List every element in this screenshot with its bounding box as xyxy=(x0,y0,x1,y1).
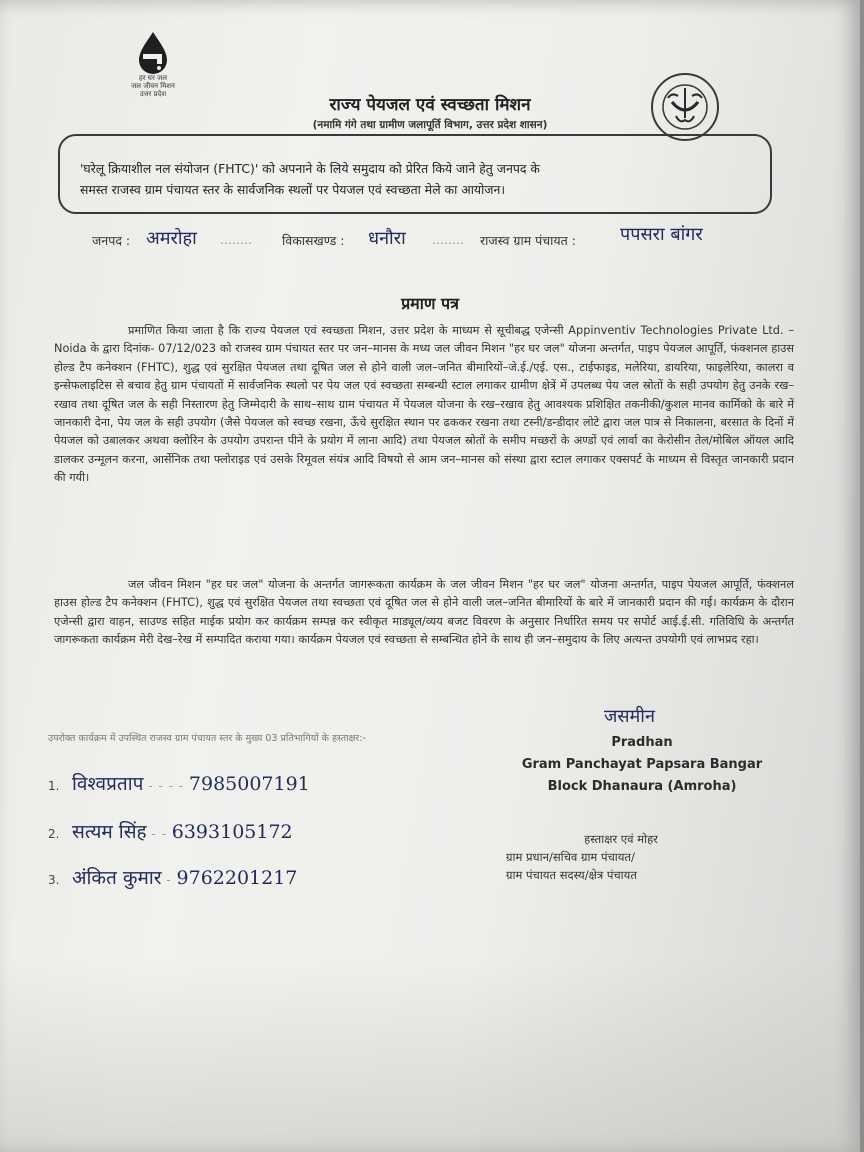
up-govt-emblem xyxy=(650,72,720,142)
participant-row: 1. विश्वप्रताप - - - - 7985007191 xyxy=(48,773,310,795)
banner-line-1: 'घरेलू क्रियाशील नल संयोजन (FHTC)' को अपनाने के लिये समुदाय को प्रेरित किये जाने हेतु जनपद के xyxy=(80,161,540,176)
panchayat-value: पपसरा बांगर xyxy=(620,224,703,245)
participant-phone: 7985007191 xyxy=(188,773,310,795)
logo-line-2: जल जीवन मिशन xyxy=(131,82,175,90)
paragraph-1-text: प्रमाणित किया जाता है कि राज्य पेयजल एवं स्वच्छता मिशन, उत्तर प्रदेश के माध्यम से सूचीबद्ध एजेन्सी Appinventiv Technologies Private Ltd. – Noida के द्वारा दिनांक- 07/12/023 को राजस्व ग्राम पंचायत स्तर पर जन–मानस के मध्य जल जीवन मिशन "हर घर जल" योजना अन्तर्गत, पाइप पेयजल आपूर्ति, फंक्शनल हाउस होल्ड टैप कनेक्शन (FHTC), शुद्ध एवं सुरक्षित पेयजल तथा दूषित जल से होने वाली जल–जनित बीमारियों–जे.ई./एई. एस., टाईफाइड, मलेरिया, डायरिया, फाइलेरिया, कालरा व इन्सेफलाइटिस से बचाव हेतु ग्राम पंचायतों में सार्वजनिक स्थलो पर पेय जल एवं स्वच्छता सम्बन्धी स्टाल लगाकर ग्रामीण क्षेत्रें में उपलब्ध पेय जल स्रोतों के सही उपयोग हेतु उनके रख–रखाव तथा दूषित जल के सही निस्तारण हेतु जिम्मेदारी के साथ–साथ ग्राम पंचायत में पेयजल योजना के रख–रखाव हेतु आवश्यक प्रशिक्षित तकनीकी/कुशल मानव कार्मिको के बारे में जानकारी देना, पेय जल के सही उपयोग (जैसे पेयजल को स्वच्छ रखना, ऊँचे सुरक्षित स्थान पर ढककर रखना तथा टस्नी/डन्डीदार लोटे द्वारा जल पात्र से निकालना, बरसात के दिनों में पेयजल को उबालकर अथवा क्लोरिन के उपयोग उपरान्त पीने के प्रयोग में लाना आदि) तथा पेयजल स्रोतों के समीप मच्छरों के अण्डों एवं लार्वा का केरोसीन तेल/मोबिल ऑयल आदि डालकर उन्मूलन करना, आर्सेनिक तथा फ्लोराइड एवं उसके रिमूवल संयंत्र आदि विषयो से आम जन–मानस को संस्था द्वारा स्टाल लगाकर एक्सपर्ट के माध्यम से विस्तृत जानकारी प्रदान की गयी। xyxy=(54,324,794,485)
participant-name: सत्यम सिंह xyxy=(72,821,147,843)
mission-title: राज्य पेयजल एवं स्वच्छता मिशन xyxy=(329,95,531,115)
page-shadow xyxy=(0,960,860,1152)
banner-line-2: समस्त राजस्व ग्राम पंचायत स्तर के सार्वजनिक स्थलों पर पेयजल एवं स्वच्छता मेले का आयोजन। xyxy=(80,182,506,197)
participant-phone: 6393105172 xyxy=(171,821,293,843)
participant-name: अंकित कुमार xyxy=(72,867,162,889)
har-ghar-jal-logo xyxy=(118,30,188,110)
stamp-block xyxy=(506,830,736,884)
participant-phone: 9762201217 xyxy=(176,867,298,889)
panchayat-label: राजस्व ग्राम पंचायत : xyxy=(480,233,576,248)
participant-number: 2. xyxy=(48,827,60,841)
vikaskhand-dots: ........ xyxy=(432,232,464,247)
up-govt-emblem-icon xyxy=(650,72,720,142)
pradhan-block xyxy=(512,732,772,798)
mission-subtitle: (नमामि गंगे तथा ग्रामीण जलापूर्ति विभाग, उत्तर प्रदेश शासन) xyxy=(312,119,548,131)
pradhan-line-1: Pradhan xyxy=(611,735,673,750)
event-banner xyxy=(58,134,772,214)
certificate-heading: प्रमाण पत्र xyxy=(401,294,459,313)
stamp-line-2: ग्राम प्रधान/सचिव ग्राम पंचायत/ xyxy=(506,850,635,864)
participant-number: 1. xyxy=(48,779,60,793)
participant-row: 3. अंकित कुमार - 9762201217 xyxy=(48,867,298,889)
pradhan-signature: जसमीन xyxy=(604,706,655,727)
participant-row: 2. सत्यम सिंह - - 6393105172 xyxy=(48,821,293,843)
stamp-line-1: हस्ताक्षर एवं मोहर xyxy=(584,832,658,846)
pradhan-line-2: Gram Panchayat Papsara Bangar xyxy=(521,757,763,772)
location-fields xyxy=(92,224,792,268)
water-drop-tap-icon xyxy=(133,30,173,74)
paragraph-2-text: जल जीवन मिशन "हर घर जल" योजना के अन्तर्गत जागरूकता कार्यक्रम के जल जीवन मिशन "हर घर जल" योजना अन्तर्गत, पाइप पेयजल आपूर्ति, फंक्शनल हाउस होल्ड टैप कनेक्शन (FHTC), शुद्ध एवं सुरक्षित पेयजल तथा स्वच्छता एवं दूषित जल से होने वाली जल–जनित बीमारियों के बारे में जानकारी प्रदान की गई। कार्यक्रम के दौरान एजेन्सी द्वारा वाहन, साउण्ड सहित माईक प्रयोग कर कार्यक्रम सम्पन्न कर स्वीकृत माड्यूल/व्यय बजट विवरण के अनुसार निर्धारित समय पर सपोर्ट आई.ई.सी. गतिविधि के अन्तर्गत जागरूकता कार्यक्रम मेरी देख–रेख में सम्पादित कराया गया। कार्यक्रम पेयजल एवं स्वच्छता से सम्बन्धित होने के साथ ही जन–समुदाय के लिए अत्यन्त उपयोगी एवं लाभप्रद रहा। xyxy=(54,578,794,647)
pradhan-line-3: Block Dhanaura (Amroha) xyxy=(547,779,737,794)
janpad-label: जनपद : xyxy=(92,233,131,248)
janpad-value: अमरोहा xyxy=(146,228,197,249)
janpad-dots: ........ xyxy=(220,232,252,247)
participant-number: 3. xyxy=(48,873,60,887)
participants-note: उपरोक्त कार्यक्रम में उपस्थित राजस्व ग्राम पंचायत स्तर के मुख्य 03 प्रतिभागियों के हस्ताक्षर:- xyxy=(48,733,366,744)
logo-line-3: उत्तर प्रदेश xyxy=(139,90,167,98)
vikaskhand-label: विकासखण्ड : xyxy=(282,233,345,248)
participant-name: विश्वप्रताप xyxy=(72,773,144,795)
certificate-paragraph-1 xyxy=(54,322,794,488)
certificate-paragraph-2 xyxy=(54,576,794,650)
stamp-line-3: ग्राम पंचायत सदस्य/क्षेत्र पंचायत xyxy=(506,868,637,882)
vikaskhand-value: धनौरा xyxy=(368,228,406,249)
logo-line-1: हर घर जल xyxy=(139,74,167,82)
